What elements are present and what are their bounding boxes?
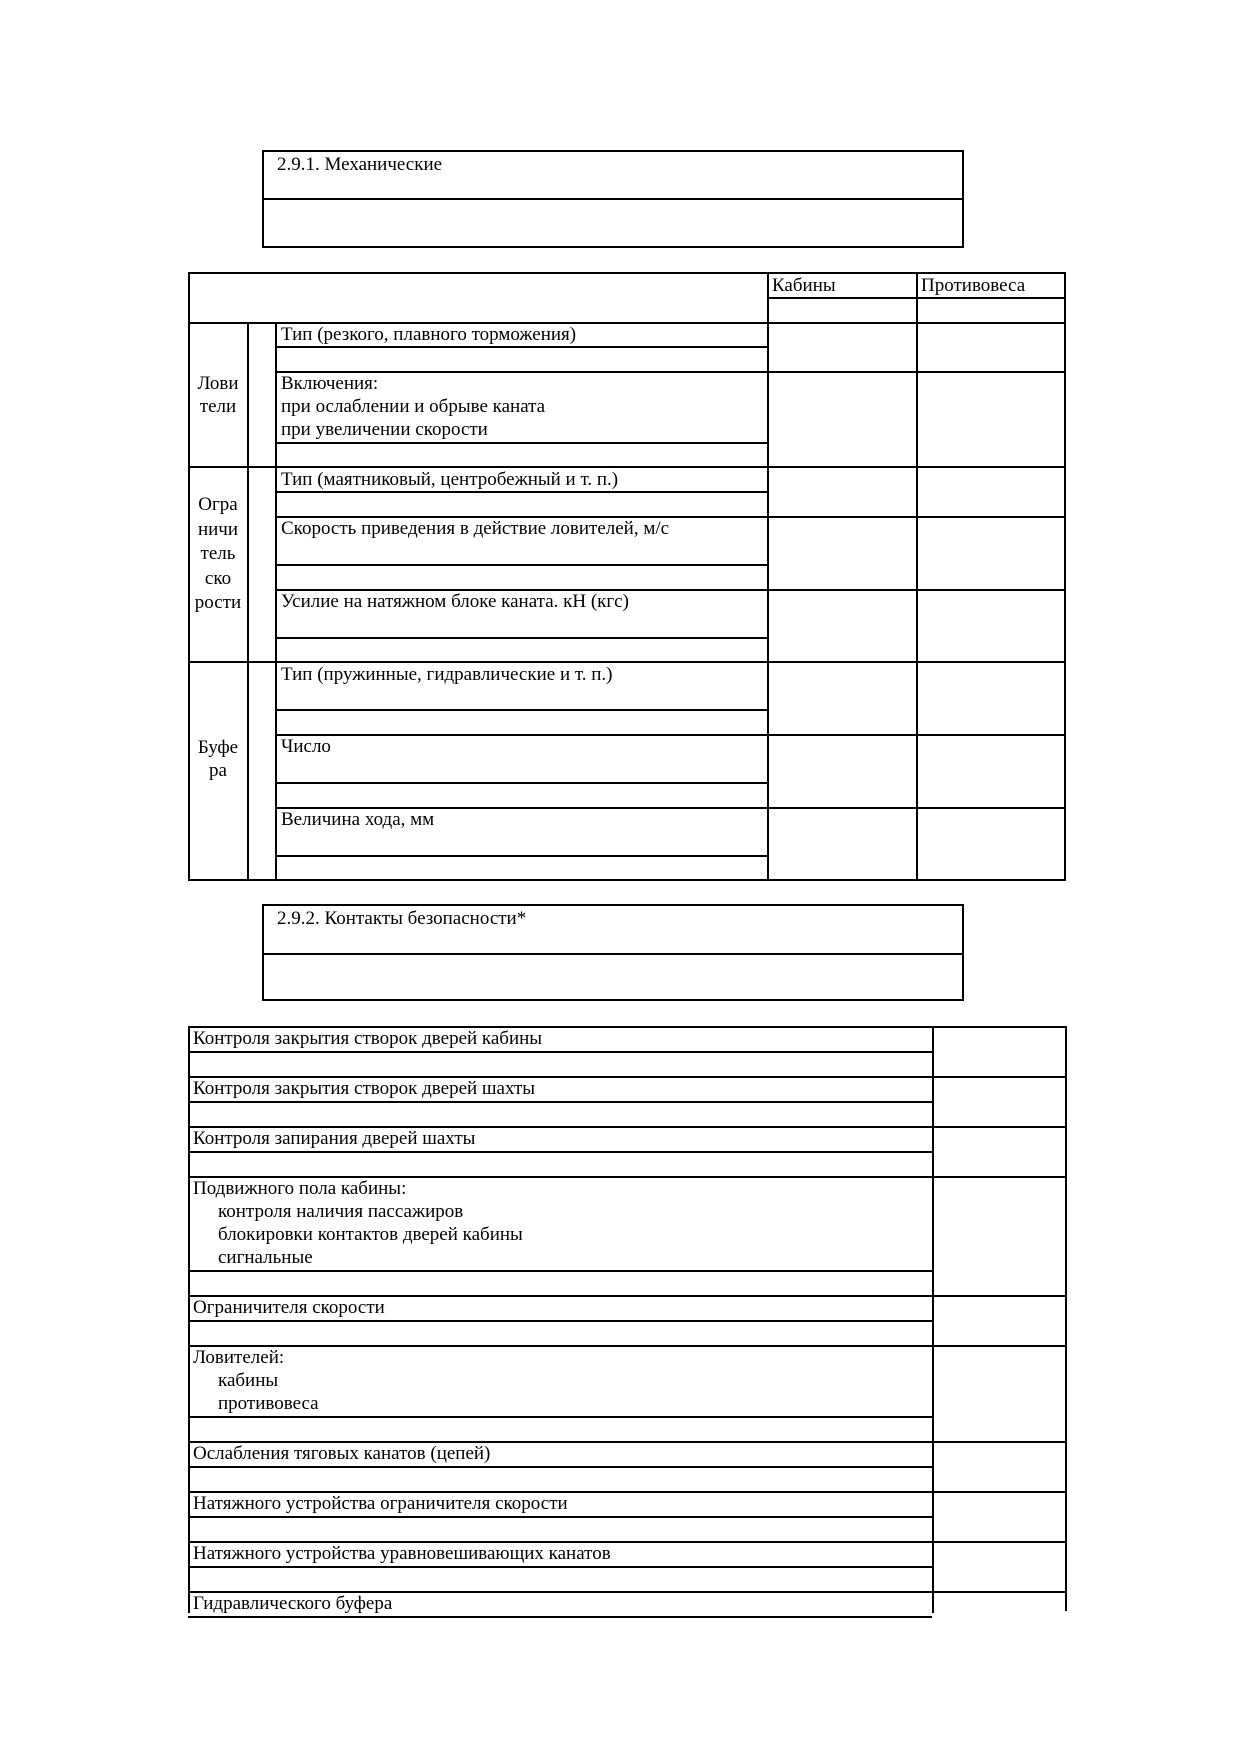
- contacts-row-sublist: кабины противовеса: [218, 1370, 319, 1414]
- row-limiter-speed: Скорость приведения в действие ловителей, м/с: [281, 518, 670, 539]
- group-label-buffers: Буфе ра: [197, 737, 239, 781]
- contacts-row-sublist: контроля наличия пассажиров блокировки контактов дверей кабины сигнальные: [218, 1201, 523, 1268]
- mech-subline: [275, 855, 767, 857]
- contacts-row-label: Ловителей:: [193, 1347, 285, 1368]
- section-contacts-title: 2.9.2. Контакты безопасности*: [277, 908, 527, 929]
- group-label-speed-limiter: Огра ничи тель ско рости: [194, 494, 242, 613]
- contacts-row-label: Контроля закрытия створок дверей шахты: [193, 1078, 536, 1099]
- mech-col-line-1: [247, 322, 249, 880]
- contacts-row-label: Гидравлического буфера: [193, 1593, 393, 1614]
- mech-subline: [275, 491, 767, 493]
- section-mechanical-divider: [262, 198, 964, 200]
- contacts-row-label: Контроля закрытия створок дверей кабины: [193, 1028, 543, 1049]
- contacts-row-subline: [188, 1270, 932, 1272]
- contacts-row-label: Ослабления тяговых канатов (цепей): [193, 1443, 491, 1464]
- mech-subline: [275, 709, 767, 711]
- contacts-row-subline: [188, 1616, 932, 1618]
- contacts-right-border: [1065, 1026, 1067, 1611]
- contacts-row-subline: [188, 1466, 932, 1468]
- contacts-row-subline: [188, 1051, 932, 1053]
- mech-subline: [275, 346, 767, 348]
- mech-table-frame: [188, 272, 1066, 881]
- row-buffers-count: Число: [281, 736, 331, 757]
- col-header-cabin: Кабины: [772, 275, 836, 296]
- contacts-row-subline: [188, 1101, 932, 1103]
- row-limiter-force: Усилие на натяжном блоке каната. кН (кгс): [281, 591, 629, 612]
- mech-subline: [275, 637, 767, 639]
- col-header-counterweight: Противовеса: [921, 275, 1026, 296]
- row-limiter-type: Тип (маятниковый, центробежный и т. п.): [281, 469, 619, 490]
- group-label-catchers: Лови тели: [197, 373, 239, 417]
- contacts-row-line: [188, 1345, 1065, 1347]
- mech-subline: [275, 782, 767, 784]
- contacts-row-subline: [188, 1566, 932, 1568]
- section-mechanical-title: 2.9.1. Механические: [277, 154, 443, 175]
- contacts-row-label: Натяжного устройства уравновешивающих канатов: [193, 1543, 611, 1564]
- mech-header-subline: [767, 297, 1065, 299]
- contacts-row-label: Подвижного пола кабины:: [193, 1178, 407, 1199]
- contacts-row-label: Натяжного устройства ограничителя скорости: [193, 1493, 568, 1514]
- mech-subline: [275, 442, 767, 444]
- row-buffers-type: Тип (пружинные, гидравлические и т. п.): [281, 664, 613, 685]
- mech-col-line-4: [916, 272, 918, 880]
- contacts-col-divider: [932, 1026, 934, 1613]
- mech-col-line-3: [767, 272, 769, 880]
- mech-line: [275, 734, 1065, 736]
- mech-subline: [275, 564, 767, 566]
- contacts-row-subline: [188, 1516, 932, 1518]
- contacts-row-label: Ограничителя скорости: [193, 1297, 385, 1318]
- mech-col-line-2: [275, 322, 277, 880]
- contacts-row-subline: [188, 1320, 932, 1322]
- row-catchers-type: Тип (резкого, плавного торможения): [281, 324, 577, 345]
- contacts-row-subline: [188, 1416, 932, 1418]
- row-catchers-activation: Включения: при ослаблении и обрыве каната при увеличении скорости: [281, 373, 546, 440]
- section-contacts-divider: [262, 953, 964, 955]
- contacts-row-label: Контроля запирания дверей шахты: [193, 1128, 476, 1149]
- contacts-row-subline: [188, 1151, 932, 1153]
- row-buffers-stroke: Величина хода, мм: [281, 809, 435, 830]
